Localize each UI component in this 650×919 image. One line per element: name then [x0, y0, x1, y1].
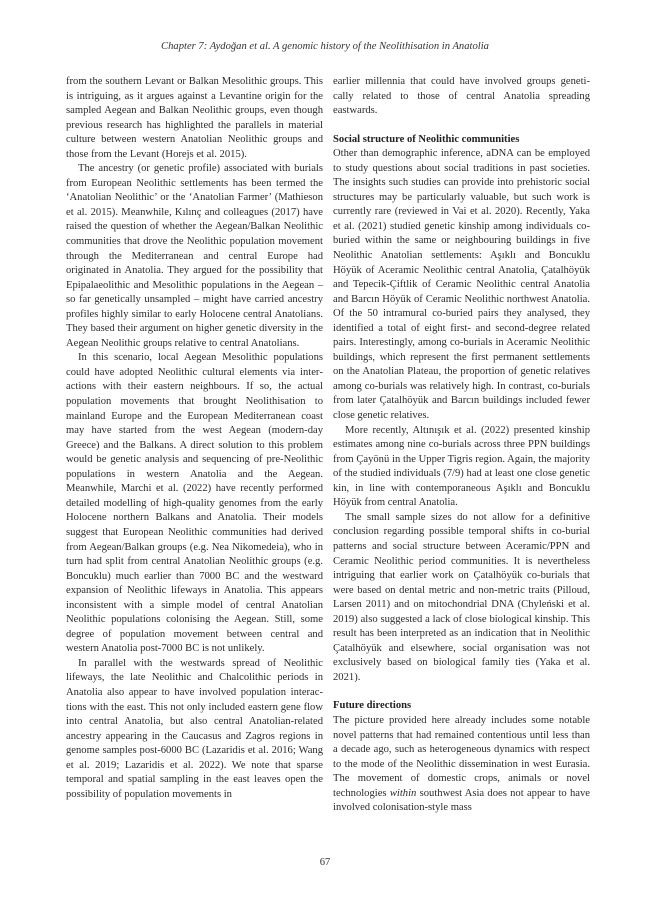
- paragraph: In this scenario, local Aegean Mesolithic populations could have adopted Neolithic cultural elements via interactions with their eastern neighbours. If so, the actual population movements that brought Neolithisation to mainland Europe and the European Mediterranean coast may have started from the west Aegean (modern-day Greece) and the Balkans. A direct solution to this problem would be genetic analysis and sequencing of pre-Neolithic populations in western Anatolia and the Aegean. Meanwhile, Marchi et al. (2022) have recently performed detailed modelling of high-quality genomes from the early Holocene northern Balkans and Anatolia. Their models suggest that European Neolithic communities had derived from Aegean/Balkan groups (e.g. Nea Nikomedeia), who in turn had split from central Anatolian Neolithic groups (e.g. Boncuklu) much earlier than 7000 BC and the westward expansion of Neolithic lifeways in Anatolia. This appears inconsistent with a simple model of central Anatolian Neolithic populations colonising the Aegean. Still, some degree of population movement between central and western Anatolia post-7000 BC is not unlikely.: [66, 352, 323, 655]
- text-run: The picture provided here already includes some notable novel patterns that had remained contentious until less than a decade ago, such as heterogeneous dynamics with respect to the mode of the Neolithic dissemination in west Eurasia. The movement of domestic crops, animals or novel technologies: [333, 714, 590, 799]
- text-run: southwest Asia does not appear to have involved colonisation-style mass: [333, 787, 590, 814]
- paragraph: The ancestry (or genetic profile) associated with burials from European Neolithic settlements has been termed the ‘Anatolian Neolithic’ or the ‘Anatolian Farmer’ (Mathieson et al. 2015). Meanwhile, Kılınç and colleagues (2017) have raised the question of whether the Aegean/Balkan Neolithic communities that drove the Neolithic population movement through the Mediterranean and central Europe had originated in Anatolia. They argued for the possibility that Epipalaeolithic and Mesolithic populations in the Aegean – so far genetically unsampled – might have carried ancestry profiles highly similar to early Holocene central Anatolians. They based their argument on higher genetic diversity in the Aegean Neolithic groups relative to central Anatolians.: [66, 163, 323, 349]
- paragraph: [333, 714, 590, 816]
- paragraph: More recently, Altınışık et al. (2022) presented kinship estimates among nine co-burials across three PPN buildings from Çayönü in the Upper Tigris region. Again, the majority of the studied individuals (7/9) had at least one close genetic kin, in line with contemporaneous Aşıklı and Boncuklu Höyük from central Anatolia.: [333, 424, 590, 509]
- paragraph: earlier millennia that could have involved groups genetically related to those of central Anatolia spreading eastwards.: [333, 76, 590, 117]
- paragraph: The small sample sizes do not allow for a definitive conclusion regarding possible temporal shifts in co-burial patterns and social structure between Aceramic/PPN and Ceramic Neolithic period communities. It is nevertheless intriguing that earlier work on Çatalhöyük co-burials that were based on dental metric and non-metric traits (Pilloud, Larsen 2011) and on mitochondrial DNA (Chyleński et al. 2019) also suggested a lack of close biological kinship. This result has been interpreted as an indication that in Neolithic Çatalhöyük and elsewhere, social organisation was not exclusively based on biological family ties (Yaka et al. 2021).: [333, 511, 590, 683]
- paragraph: Other than demographic inference, aDNA can be employed to study questions about social traditions in past societies. The insights such studies can provide into prehistoric social structures may be particularly valuable, but such work is currently rare (reviewed in Vai et al. 2020). Recently, Yaka et al. (2021) studied genetic kinship among individuals co-buried within the same or neighbouring buildings in five Neolithic Anatolian settlements: Aşıklı and Boncuklu Höyük of Aceramic Neolithic central Anatolia, Çatalhöyük and Tepecik-Çiftlik of Ceramic Neolithic central Anatolia and Barcın Höyük of Ceramic Neolithic northwest Anatolia. Of the 50 intramural co-buried pairs they analysed, they identified a total of eight first- and second-degree related pairs. Interestingly, among co-burials in Aceramic Neolithic buildings, which represent the first permanent settlements on the Anatolian Plateau, the proportion of genetic relatives among co-burials was relatively high. In contrast, co-burials from later Çatalhöyük and Barcın buildings included fewer close genetic relatives.: [333, 148, 590, 422]
- emphasis: within: [389, 787, 417, 799]
- paragraph: from the southern Levant or Balkan Mesolithic groups. This is intriguing, as it argues against a Levantine origin for the sampled Aegean and Balkan Neolithic groups, even though previous research has highlighted the parallels in material culture between western Anatolian Neolithic groups and those from the Levant (Horejs et al. 2015).: [66, 76, 323, 160]
- running-head: Chapter 7: Aydoğan et al. A genomic history of the Neolithisation in Anatolia: [161, 41, 489, 52]
- page-number: 67: [319, 857, 331, 868]
- right-column: [333, 75, 590, 816]
- paragraph: In parallel with the westwards spread of Neolithic lifeways, the late Neolithic and Chalcolithic periods in Anatolia also appear to have involved population interactions with the east. This not only included eastern gene flow into central Anatolia, but also central Anatolian-related ancestry appearing in the Caucasus and Zagros regions in genome samples post-6000 BC (Lazaridis et al. 2016; Wang et al. 2019; Lazaridis et al. 2022). We note that sparse temporal and spatial sampling in the east leaves open the possibility of population movements in: [66, 657, 323, 800]
- left-column: [66, 75, 323, 802]
- section-heading-social-structure: Social structure of Neolithic communities: [333, 133, 520, 145]
- section-heading-future-directions: Future directions: [333, 700, 412, 712]
